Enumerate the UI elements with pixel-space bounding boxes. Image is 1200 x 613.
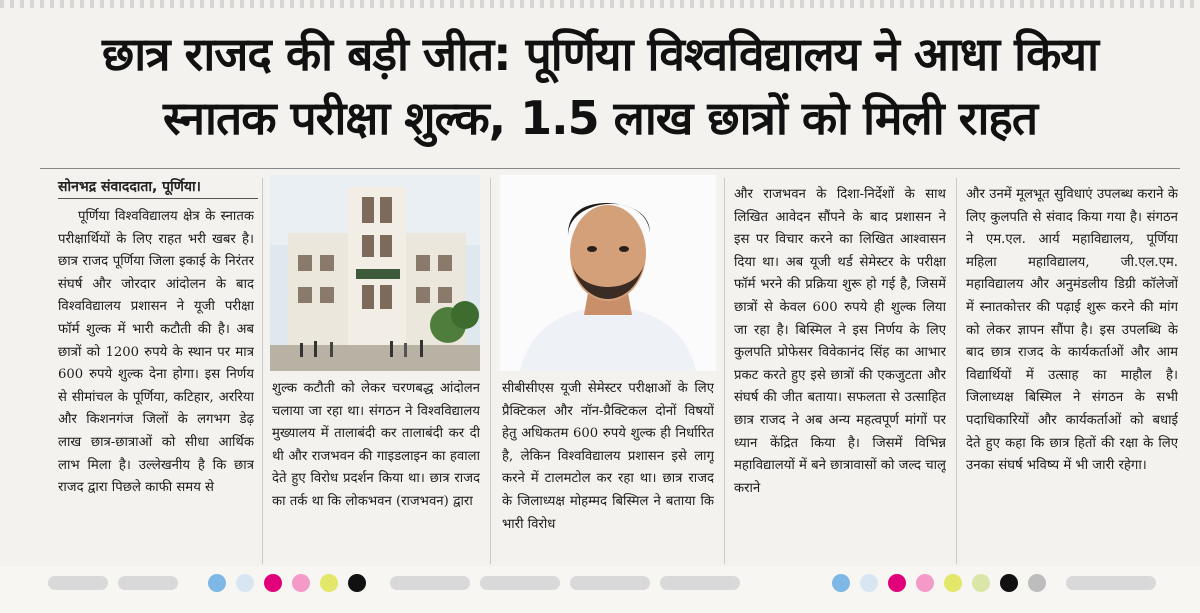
column-4-text: और राजभवन के दिशा-निर्देशों के साथ लिखित आवेदन सौंपने के बाद प्रशासन ने इस पर विचार करने का लिखित आश्वासन दिया था। अब यूजी थर्ड सेमेस्टर के परीक्षा फॉर्म भरने की प्रक्रिया शुरू हो गई है, जिसमें छात्रों से केवल 600 रुपये ही शुल्क लिया जा रहा है। बिस्मिल ने इस निर्णय के लिए कुलपति प्रोफेसर विवेकानंद सिंह का आभार प्रकट करते हुए इसे छात्रों की एकजुटता और संघर्ष की जीत बताया। सफलता से उत्साहित छात्र राजद ने अब अन्य महत्वपूर्ण मांगों पर ध्यान केंद्रित किया है। जिसमें विभिन्न महाविद्यालयों में बने छात्रावासों को जल्द चालू कराने [734,187,946,496]
article-column-5 [966,184,1178,564]
article-column-2 [272,378,480,564]
portrait-photo [500,175,716,371]
color-dot [208,574,226,592]
building-illustration [270,175,480,371]
registration-bar [1066,576,1156,590]
color-dot [944,574,962,592]
headline [0,22,1200,150]
color-dot [1000,574,1018,592]
color-dot [320,574,338,592]
column-1-text: पूर्णिया विश्वविद्यालय क्षेत्र के स्नातक परीक्षार्थियों के लिए राहत भरी खबर है। छात्र राजद पूर्णिया जिला इकाई के निरंतर संघर्ष और जोरदार आंदोलन के बाद विश्वविद्यालय प्रशासन ने यूजी परीक्षा फॉर्म शुल्क में भारी कटौती की है। अब छात्रों को 1200 रुपये के स्थान पर मात्र 600 रुपये शुल्क देना होगा। इस निर्णय से सीमांचल के पूर्णिया, कटिहार, अररिया और किशनगंज जिलों के लगभग डेढ़ लाख छात्र-छात्राओं को सीधा आर्थिक लाभ मिला है। उल्लेखनीय है कि छात्र राजद द्वारा पिछले काफी समय से [58,209,254,496]
color-dot [236,574,254,592]
page-top-border [0,0,1200,8]
column-separator [956,178,957,564]
byline-rule [58,198,258,199]
color-dot [292,574,310,592]
headline-rule [40,168,1180,169]
column-3-text: सीबीसीएस यूजी सेमेस्टर परीक्षाओं के लिए प्रैक्टिकल और नॉन-प्रैक्टिकल दोनों विषयों हेतु अधिकतम 600 रुपये शुल्क ही निर्धारित है, लेकिन विश्वविद्यालय प्रशासन इसे लागू करने में टालमटोल कर रहा था। छात्र राजद के जिलाध्यक्ष मोहम्मद बिस्मिल ने बताया कि भारी विरोध [502,381,714,532]
article-column-1 [58,206,254,564]
color-dot [972,574,990,592]
column-separator [490,178,491,564]
headline-line-1: छात्र राजद की बड़ी जीत: पूर्णिया विश्वविद्यालय ने आधा किया [101,27,1098,81]
registration-bar [390,576,470,590]
registration-bar [48,576,108,590]
headline-line-2: स्नातक परीक्षा शुल्क, 1.5 लाख छात्रों को मिली राहत [162,91,1038,145]
portrait-illustration [500,175,716,371]
color-dot [264,574,282,592]
article-column-4 [734,184,946,564]
color-dot [1028,574,1046,592]
column-separator [262,178,263,564]
color-dot [348,574,366,592]
registration-bar [570,576,650,590]
color-dot [916,574,934,592]
university-building-photo [270,175,480,371]
color-dot [832,574,850,592]
registration-bar [118,576,178,590]
column-separator [724,178,725,564]
color-dot [888,574,906,592]
registration-bar [480,576,560,590]
column-5-text: और उनमें मूलभूत सुविधाएं उपलब्ध कराने के लिए कुलपति से संवाद किया गया है। संगठन ने एम.एल. आर्य महाविद्यालय, पूर्णिया महिला महाविद्यालय, जी.एल.एम. महाविद्यालय और अनुमंडलीय डिग्री कॉलेजों में स्नातकोत्तर की पढ़ाई शुरू करने की मांग को लेकर ज्ञापन सौंपा है। इस उपलब्धि के बाद छात्र राजद के कार्यकर्ताओं और आम विद्यार्थियों में उत्साह का माहौल है। जिलाध्यक्ष बिस्मिल ने संगठन के सभी पदाधिकारियों और कार्यकर्ताओं को बधाई देते हुए कहा कि छात्र हितों की रक्षा के लिए उनका संघर्ष भविष्य में भी जारी रहेगा। [966,187,1178,474]
article-column-3 [502,378,714,564]
registration-bar [660,576,740,590]
byline: सोनभद्र संवाददाता, पूर्णिया। [58,179,201,195]
color-dot [860,574,878,592]
column-2-text: शुल्क कटौती को लेकर चरणबद्ध आंदोलन चलाया जा रहा था। संगठन ने विश्वविद्यालय मुख्यालय में तालाबंदी कर तालाबंदी कर दी थी और राजभवन की गाइडलाइन का हवाला देते हुए विरोध प्रदर्शन किया था। छात्र राजद का तर्क था कि लोकभवन (राजभवन) द्वारा [272,381,480,509]
